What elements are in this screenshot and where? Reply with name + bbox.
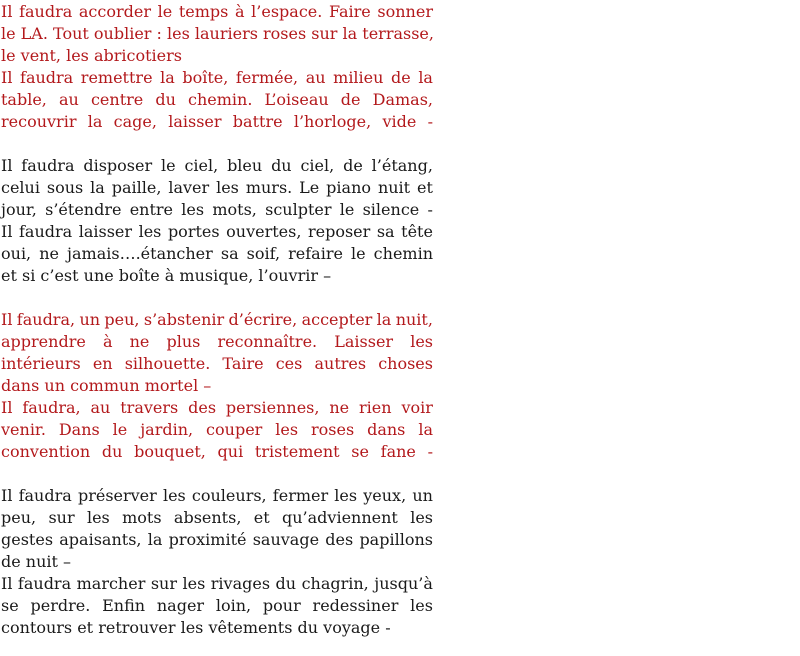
poem-word: travers xyxy=(120,398,179,417)
poem-word: le xyxy=(161,156,176,175)
poem-line xyxy=(1,441,433,463)
poem-word: recouvrir xyxy=(1,112,77,131)
poem-word: Il xyxy=(1,222,13,241)
poem-word: - xyxy=(427,200,433,219)
poem-word: sonner xyxy=(377,2,433,21)
poem-word: des xyxy=(188,398,217,417)
poem-word: sur xyxy=(150,574,178,593)
poem-word: les xyxy=(216,178,239,197)
poem-word: convention xyxy=(1,442,91,461)
poem-line: le vent, les abricotiers xyxy=(1,46,182,65)
poem-word: jour, xyxy=(1,200,37,219)
poem-word: les xyxy=(181,200,205,219)
poem-line xyxy=(1,199,433,221)
poem-word: persiennes, xyxy=(225,398,320,417)
poem-word: murs. xyxy=(245,178,293,197)
poem-word: laver xyxy=(168,178,210,197)
poem-word: boîte, xyxy=(182,68,229,87)
poem-text xyxy=(1,1,433,639)
poem-word: sa xyxy=(376,222,395,241)
poem-word: disposer xyxy=(83,156,153,175)
poem-word: du xyxy=(275,574,297,593)
poem-word: apprendre xyxy=(1,332,86,351)
poem-word: ciel, xyxy=(300,156,335,175)
poem-line: contours et retrouver les vêtements du voyage - xyxy=(1,618,391,637)
poem-word: au xyxy=(59,90,79,109)
poem-word: oui, xyxy=(1,244,32,263)
poem-word: paille, xyxy=(111,178,162,197)
poem-word: les xyxy=(86,508,110,527)
poem-word: faudra xyxy=(17,574,72,593)
poem-line xyxy=(1,1,433,23)
poem-word: Faire xyxy=(328,2,371,21)
poem-word: piano xyxy=(326,178,372,197)
poem-word: loin, xyxy=(215,596,252,615)
poem-word: vide xyxy=(382,112,417,131)
poem-word: se xyxy=(1,596,19,615)
poem-word: voir xyxy=(401,398,433,417)
poem-word: Il xyxy=(1,310,13,329)
poem-word: du xyxy=(101,442,123,461)
poem-word: les xyxy=(138,222,162,241)
poem-word: faudra, xyxy=(16,310,76,329)
poem-word: cage, xyxy=(113,112,157,131)
poem-word: s’abstenir xyxy=(143,310,225,329)
poem-line: dans un commun mortel – xyxy=(1,376,212,395)
poem-word: tête xyxy=(401,222,433,241)
poem-word: laisser xyxy=(78,222,133,241)
poem-word: jamais….étancher xyxy=(67,244,213,263)
poem-word: entre xyxy=(129,200,174,219)
poem-line xyxy=(1,353,433,375)
poem-word: centre xyxy=(90,90,144,109)
poem-word: proximité xyxy=(168,530,247,549)
poem-word: dans xyxy=(367,420,406,439)
poem-word: sur xyxy=(48,508,75,527)
poem-line xyxy=(1,221,433,243)
poem-word: les xyxy=(410,508,433,527)
stanza-gap xyxy=(1,133,433,155)
poem-word: laisser xyxy=(168,112,222,131)
poem-word: faudra, xyxy=(22,398,81,417)
poem-line: et si c’est une boîte à musique, l’ouvrir – xyxy=(1,266,332,285)
poem-word: le xyxy=(351,244,366,263)
poem-word: chemin xyxy=(373,244,433,263)
poem-word: Il xyxy=(1,156,13,175)
poem-word: intérieurs xyxy=(1,354,81,373)
poem-word: de xyxy=(343,156,363,175)
poem-line xyxy=(1,331,433,353)
poem-word: les xyxy=(182,574,206,593)
poem-word: l’étang, xyxy=(371,156,433,175)
poem-word: fermée, xyxy=(235,68,299,87)
poem-line xyxy=(1,89,433,111)
poem-word: peu, xyxy=(104,310,140,329)
poem-line xyxy=(1,111,433,133)
poem-word: les xyxy=(334,486,358,505)
poem-line xyxy=(1,573,433,595)
poem-word: choses xyxy=(378,354,433,373)
poem-word: marcher xyxy=(76,574,146,593)
poem-word: de xyxy=(340,90,361,109)
stanza-4 xyxy=(1,485,433,639)
poem-word: venir. xyxy=(1,420,46,439)
poem-word: ouvertes, xyxy=(226,222,302,241)
poem-word: l’espace. xyxy=(251,2,323,21)
poem-word: du xyxy=(155,90,176,109)
poem-word: couper xyxy=(206,420,263,439)
poem-word: couleurs, xyxy=(191,486,267,505)
poem-word: plus xyxy=(166,332,201,351)
poem-word: pour xyxy=(262,596,301,615)
poem-word: soif, xyxy=(246,244,281,263)
stanza-3 xyxy=(1,309,433,463)
poem-line xyxy=(1,419,433,441)
poem-word: de xyxy=(391,68,411,87)
poem-word: faudra xyxy=(21,156,75,175)
poem-word: un xyxy=(79,310,101,329)
poem-word: du xyxy=(271,156,292,175)
poem-word: Il xyxy=(1,398,13,417)
poem-word: le xyxy=(339,200,355,219)
poem-word: yeux, xyxy=(363,486,407,505)
poem-word: battre xyxy=(232,112,283,131)
poem-word: autres xyxy=(314,354,367,373)
poem-word: remettre xyxy=(80,68,153,87)
poem-word: fermer xyxy=(272,486,329,505)
stanza-gap xyxy=(1,463,433,485)
poem-word: accorder xyxy=(78,2,151,21)
poem-word: redessiner xyxy=(312,596,399,615)
poem-word: mots xyxy=(122,508,162,527)
poem-word: peu, xyxy=(1,508,37,527)
poem-word: rien xyxy=(359,398,392,417)
poem-line xyxy=(1,309,433,331)
poem-word: temps xyxy=(178,2,229,21)
poem-word: des xyxy=(325,530,354,549)
poem-word: en xyxy=(92,354,113,373)
poem-word: silence xyxy=(362,200,420,219)
poem-word: celui xyxy=(1,178,40,197)
poem-word: reconnaître. xyxy=(217,332,318,351)
poem-word: jusqu’à xyxy=(374,574,433,593)
poem-word: perdre. xyxy=(30,596,91,615)
poem-word: tristement xyxy=(254,442,340,461)
poem-word: sous xyxy=(46,178,84,197)
poem-word: bleu xyxy=(227,156,263,175)
poem-word: au xyxy=(90,398,111,417)
poem-word: Il xyxy=(1,486,13,505)
poem-word: la xyxy=(87,112,103,131)
poem-word: Laisser xyxy=(334,332,394,351)
poem-line xyxy=(1,177,433,199)
poem-word: au xyxy=(305,68,326,87)
poem-word: papillons xyxy=(359,530,433,549)
poem-word: et xyxy=(417,178,433,197)
poem-word: bouquet, xyxy=(134,442,206,461)
poem-word: - xyxy=(427,442,433,461)
poem-word: accepter xyxy=(301,310,373,329)
poem-line xyxy=(1,67,433,89)
poem-word: faudra xyxy=(18,222,73,241)
poem-word: Enfin xyxy=(102,596,146,615)
poem-word: sculpter xyxy=(265,200,332,219)
poem-word: - xyxy=(427,112,433,131)
poem-word: faudra xyxy=(20,68,74,87)
poem-word: Damas, xyxy=(372,90,433,109)
poem-word: et xyxy=(253,508,270,527)
poem-word: refaire xyxy=(288,244,343,263)
poem-word: le xyxy=(157,2,173,21)
poem-word: ne xyxy=(39,244,59,263)
poem-line: de nuit – xyxy=(1,552,72,571)
poem-word: table, xyxy=(1,90,47,109)
poem-word: la xyxy=(90,178,105,197)
poem-word: reposer xyxy=(307,222,371,241)
poem-word: la xyxy=(147,530,163,549)
poem-word: chagrin, xyxy=(301,574,369,593)
poem-word: jardin, xyxy=(140,420,194,439)
poem-word: faudra xyxy=(19,2,73,21)
poem-word: la xyxy=(418,68,433,87)
poem-word: les xyxy=(410,332,433,351)
poem-word: sauvage xyxy=(252,530,320,549)
poem-word: nuit, xyxy=(395,310,433,329)
poem-word: Il xyxy=(1,574,13,593)
poem-word: Le xyxy=(299,178,320,197)
stanza-2 xyxy=(1,155,433,287)
poem-word: préserver xyxy=(77,486,157,505)
poem-word: la xyxy=(418,420,433,439)
poem-word: d’écrire, xyxy=(228,310,298,329)
poem-word: milieu xyxy=(333,68,384,87)
poem-word: la xyxy=(376,310,392,329)
poem-word: ciel, xyxy=(184,156,219,175)
poem-word: sa xyxy=(220,244,239,263)
poem-word: ne xyxy=(329,398,350,417)
poem-line xyxy=(1,529,433,551)
poem-word: portes xyxy=(167,222,220,241)
poem-word: roses xyxy=(310,420,355,439)
poem-word: Dans xyxy=(58,420,100,439)
poem-word: nuit xyxy=(377,178,411,197)
poem-line xyxy=(1,397,433,419)
poem-word: un xyxy=(412,486,433,505)
poem-word: faudra xyxy=(18,486,72,505)
poem-word: chemin. xyxy=(188,90,253,109)
poem-word: L’oiseau xyxy=(264,90,329,109)
poem-line xyxy=(1,485,433,507)
poem-word: les xyxy=(410,596,433,615)
poem-line: le LA. Tout oublier : les lauriers roses sur la terrasse, xyxy=(1,24,434,43)
poem-word: ne xyxy=(129,332,150,351)
poem-word: s’étendre xyxy=(45,200,122,219)
poem-word: le xyxy=(112,420,128,439)
poem-word: qu’adviennent xyxy=(282,508,398,527)
poem-word: à xyxy=(235,2,245,21)
poem-word: Taire xyxy=(222,354,264,373)
poem-line xyxy=(1,507,433,529)
poem-word: rivages xyxy=(210,574,271,593)
poem-word: silhouette. xyxy=(124,354,211,373)
poem-word: la xyxy=(160,68,175,87)
poem-word: nager xyxy=(156,596,205,615)
poem-word: qui xyxy=(217,442,244,461)
poem-word: fane xyxy=(380,442,416,461)
poem-line xyxy=(1,595,433,617)
stanza-1 xyxy=(1,1,433,133)
poem-word: Il xyxy=(1,2,13,21)
poem-word: les xyxy=(162,486,186,505)
poem-word: ces xyxy=(275,354,303,373)
poem-word: se xyxy=(351,442,369,461)
poem-word: apaisants, xyxy=(59,530,142,549)
poem-word: les xyxy=(275,420,299,439)
poem-word: mots, xyxy=(212,200,257,219)
poem-word: absents, xyxy=(173,508,242,527)
poem-word: à xyxy=(102,332,113,351)
stanza-gap xyxy=(1,287,433,309)
poem-word: Il xyxy=(1,68,13,87)
poem-line xyxy=(1,155,433,177)
poem-line xyxy=(1,243,433,265)
poem-word: l’horloge, xyxy=(293,112,372,131)
poem-word: gestes xyxy=(1,530,54,549)
